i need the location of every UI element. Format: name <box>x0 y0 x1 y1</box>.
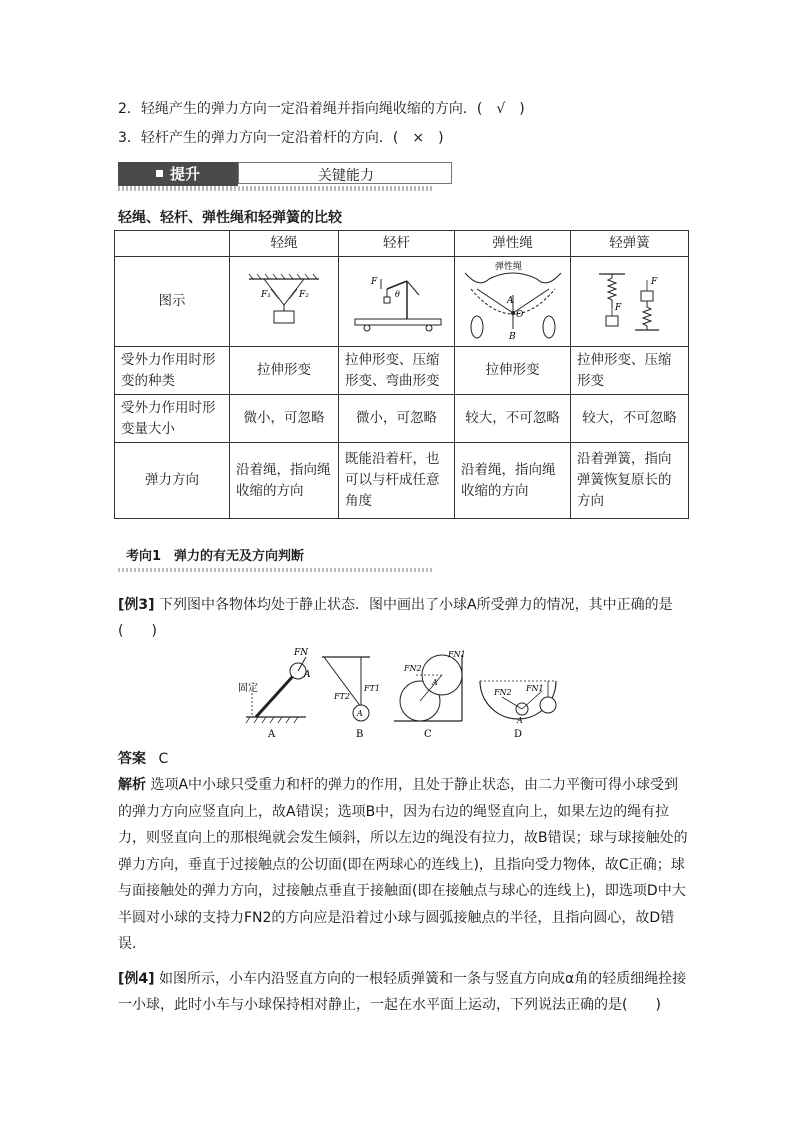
table-header-row <box>115 231 689 257</box>
table-cell: 微小，可忽略 <box>230 395 339 443</box>
section-title: 轻绳、轻杆、弹性绳和轻弹簧的比较 <box>118 210 342 226</box>
label-option-c: C <box>424 729 432 740</box>
label-fn2-d: FN2 <box>494 688 512 697</box>
example-4-tag: [例4] <box>118 971 155 987</box>
table-cell: 拉伸形变、压缩形变 <box>571 347 689 395</box>
header-cell: 轻绳 <box>230 231 339 257</box>
square-icon <box>156 170 163 177</box>
label-fn2-c: FN2 <box>404 664 422 673</box>
table-cell: 沿着绳，指向绳收缩的方向 <box>455 443 571 519</box>
label-fn1-d: FN1 <box>526 684 544 693</box>
label-fn1-c: FN1 <box>448 650 466 659</box>
subsection-header <box>118 540 434 570</box>
spring-diagram-cell <box>571 257 689 347</box>
answer-line <box>118 746 688 772</box>
label-ft2: FT2 <box>334 692 350 701</box>
label-ball-c: A <box>432 678 438 687</box>
example-3-figure <box>236 645 566 740</box>
table-cell: 微小，可忽略 <box>339 395 455 443</box>
table-cell: 既能沿着杆，也可以与杆成任意角度 <box>339 443 455 519</box>
section-banner <box>118 160 434 190</box>
label-option-b: B <box>356 729 364 740</box>
elastic-label-a: A <box>506 295 513 306</box>
row-label: 图示 <box>115 257 230 347</box>
header-cell: 轻弹簧 <box>571 231 689 257</box>
example-3-tag: [例3] <box>118 597 155 613</box>
table-cell: 拉伸形变 <box>230 347 339 395</box>
analysis-block <box>118 772 688 958</box>
statement-3: 3．轻杆产生的弹力方向一定沿着杆的方向．( × ) <box>118 130 444 146</box>
table-row <box>115 347 689 395</box>
row-label: 受外力作用时形变的种类 <box>115 347 230 395</box>
rope-label-f2: F₂ <box>299 289 309 300</box>
example-4-question: 如图所示，小车内沿竖直方向的一根轻质弹簧和一条与竖直方向成α角的轻质细绳拴接一小球，此时小车与小球保持相对静止，一起在水平面上运动，下列说法正确的是( ) <box>118 971 687 1013</box>
label-fixed: 固定 <box>238 683 258 694</box>
label-fn-a: FN <box>294 648 309 658</box>
table-cell: 沿着弹簧，指向弹簧恢复原长的方向 <box>571 443 689 519</box>
header-cell: 轻杆 <box>339 231 455 257</box>
row-label: 受外力作用时形变量大小 <box>115 395 230 443</box>
label-ball-d: A <box>517 716 523 725</box>
row-label: 弹力方向 <box>115 443 230 519</box>
elastic-label-rope: 弹性绳 <box>494 261 522 272</box>
label-option-a: A <box>268 729 276 740</box>
banner-title: 提升 <box>170 165 201 183</box>
rod-diagram <box>347 267 447 337</box>
table-row-diagram <box>115 257 689 347</box>
example-3-question: 下列图中各物体均处于静止状态．图中画出了小球A所受弹力的情况，其中正确的是( ) <box>118 597 673 639</box>
rope-diagram <box>239 267 329 337</box>
label-ft1: FT1 <box>364 684 380 693</box>
rod-label-f: F <box>370 276 377 287</box>
label-option-d: D <box>514 729 523 740</box>
table-cell: 拉伸形变 <box>455 347 571 395</box>
comparison-table <box>114 230 689 519</box>
header-cell: 弹性绳 <box>455 231 571 257</box>
table-cell: 较大，不可忽略 <box>571 395 689 443</box>
statement-2: 2．轻绳产生的弹力方向一定沿着绳并指向绳收缩的方向．( √ ) <box>118 101 525 117</box>
label-ball-a: A <box>304 670 311 680</box>
table-row <box>115 443 689 519</box>
analysis-label: 解析 <box>118 777 146 793</box>
table-row <box>115 395 689 443</box>
rope-diagram-cell <box>230 257 339 347</box>
elastic-diagram <box>459 259 567 345</box>
example-3-question-block <box>118 592 688 644</box>
spring-label-f-left: F <box>614 302 621 313</box>
table-cell: 拉伸形变、压缩形变、弯曲形变 <box>339 347 455 395</box>
table-cell: 沿着绳，指向绳收缩的方向 <box>230 443 339 519</box>
elastic-label-o: O <box>515 309 523 320</box>
rod-diagram-cell <box>339 257 455 347</box>
table-cell: 较大，不可忽略 <box>455 395 571 443</box>
rod-label-theta: θ <box>394 289 400 299</box>
subsection-title: 考向1 弹力的有无及方向判断 <box>126 549 305 564</box>
answer-value: C <box>158 751 169 767</box>
answer-label: 答案 <box>118 751 146 767</box>
header-cell <box>115 231 230 257</box>
example-4-block <box>118 966 688 1018</box>
banner-keyword: 关键能力 <box>318 168 374 184</box>
label-ball-b: A <box>357 709 363 718</box>
spring-label-f-right: F <box>650 276 657 287</box>
rope-label-f1: F₁ <box>261 289 271 300</box>
spring-diagram <box>585 264 675 340</box>
elastic-label-b: B <box>508 331 516 342</box>
analysis-text: 选项A中小球只受重力和杆的弹力的作用，且处于静止状态，由二力平衡可得小球受到的弹力方向应竖直向上，故A错误；选项B中，因为右边的绳竖直向上，如果左边的绳有拉力，则竖直向上的那根绳就会发生倾斜，所以左边的绳没有拉力，故B错误；球与球接触处的弹力方向，垂直于过接触点的公切面(即在两球心的连线上)，且指向受力物体，故C正确；球与面接触处的弹力方向，过接触点垂直于接触面(即在接触点与球心的连线上)，即选项D中大半圆对小球的支持力FN2的方向应是沿着过小球与圆弧接触点的半径，且指向圆心，故D错误． <box>118 777 688 952</box>
elastic-diagram-cell <box>455 257 571 347</box>
